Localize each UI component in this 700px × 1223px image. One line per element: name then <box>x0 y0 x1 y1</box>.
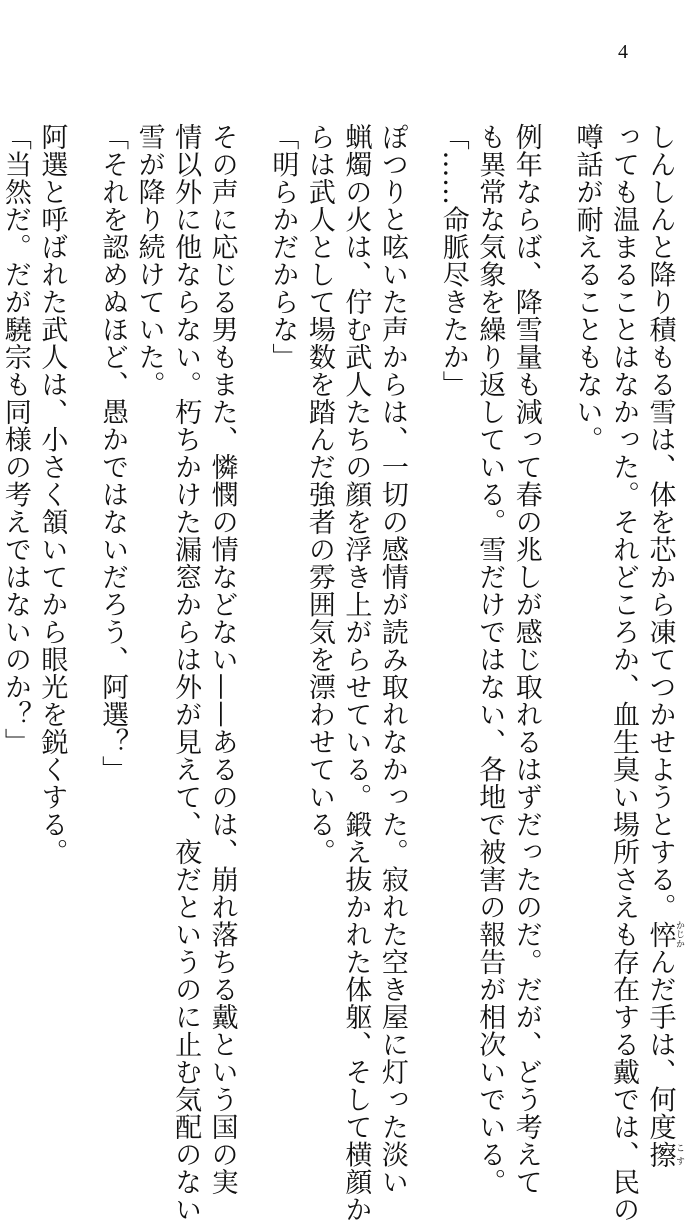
text-line-13: 雪が降り続けていた。 <box>133 123 165 398</box>
ruby-kajikan: 悴かじか <box>644 920 684 948</box>
text-line-5: も異常な気象を繰り返している。雪だけではない、各地で被害の報告が相次いでいる。 <box>474 123 506 1196</box>
text-line-6: 「……命脈尽きたか」 <box>437 123 469 398</box>
text-line-15: 阿選と呼ばれた武人は、小さく頷いてから眼光を鋭くする。 <box>36 123 68 866</box>
text-line-9: らは武人として場数を踏んだ強者の雰囲気を漂わせている。 <box>303 123 335 866</box>
text-line-11: その声に応じる男もまた、憐憫の情などない——あるのは、崩れ落ちる戴という国の実 <box>206 123 238 1196</box>
text-line-10: 「明らかだからな」 <box>267 123 299 371</box>
text-line-8: 蝋燭の火は、佇む武人たちの顔を浮き上がらせている。鍛え抜かれた体躯、そして横顔か <box>340 123 372 1223</box>
text-line-7: ぽつりと呟いた声からは、一切の感情が読み取れなかった。寂れた空き屋に灯った淡い <box>376 123 408 1196</box>
text-line-1: しんしんと降り積もる雪は、体を芯から凍てつかせようとする。悴かじかんだ手は、何度擦こす <box>644 123 684 1168</box>
text-line-2: っても温まることはなかった。それどころか、血生臭い場所さえも存在する戴では、民の <box>608 123 639 1223</box>
text-line-16: 「当然だ。だが驍宗も同様の考えではないのか？」 <box>0 123 31 756</box>
text-line-12: 情以外に他ならない。朽ちかけた漏窓からは外が見えて、夜だというのに止む気配のない <box>170 123 202 1223</box>
ruby-kosu: 擦こす <box>644 1140 684 1168</box>
page-number: 4 <box>618 41 628 63</box>
text-line-4: 例年ならば、降雪量も減って春の兆しが感じ取れるはずだったのだ。だが、どう考えて <box>510 123 542 1196</box>
warm-kanji: 温 <box>608 205 639 233</box>
text-line-14: 「それを認めぬほど、愚かではないだろう、阿選？」 <box>97 123 129 783</box>
text-line-3: 噂話が耐えることもない。 <box>571 123 603 453</box>
page-text <box>0 123 684 1223</box>
